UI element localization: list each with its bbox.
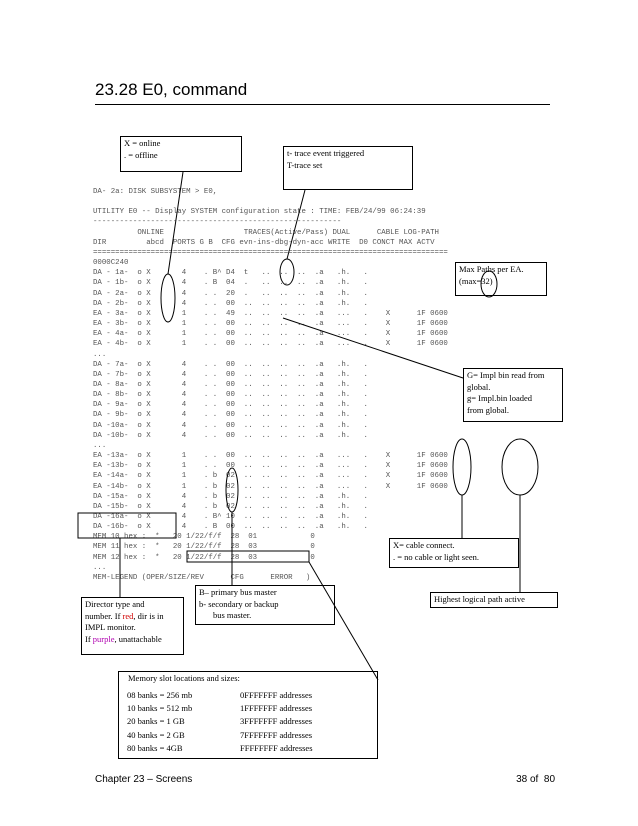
terminal-line: DA - 2a- o X 4 . . 20 . .. .. .. .a .h. .: [93, 289, 368, 298]
memory-banks: 20 banks = 1 GB: [127, 716, 185, 727]
callout-online: [120, 136, 242, 172]
callout-line: global.: [467, 381, 491, 392]
terminal-line: DA- 2a: DISK SUBSYSTEM > E0,: [93, 188, 218, 196]
terminal-line: MEM-LEGEND (OPER/SIZE/REV CFG ERROR ): [93, 573, 311, 582]
memory-row: [127, 702, 313, 715]
terminal-line: DA -15a- o X 4 . b 02 .. .. .. .. .a .h. .: [93, 492, 368, 501]
terminal-line: DA -15b- o X 4 . b 02 .. .. .. .. .a .h. .: [93, 502, 368, 511]
terminal-line: DA -10b- o X 4 . . 00 .. .. .. .. .a .h. .: [93, 431, 368, 440]
terminal-line: ...: [93, 350, 107, 359]
purple-word: purple: [92, 633, 115, 644]
callout-line: X= cable connect.: [393, 540, 455, 550]
terminal-line: ...: [93, 441, 107, 450]
memory-table: [127, 689, 313, 755]
terminal-screen: [93, 187, 448, 583]
memory-banks: 08 banks = 256 mb: [127, 690, 193, 700]
memory-addresses: FFFFFFFF addresses: [240, 742, 313, 753]
terminal-line: DA - 8a- o X 4 . . 00 .. .. .. .. .a .h. .: [93, 380, 368, 389]
callout-line: IMPL monitor.: [85, 622, 136, 632]
terminal-line: EA -14a- o X 1 . b 02 .. .. .. .. .a ... . X 1F 0600: [93, 472, 448, 481]
page-title: 23.28 E0, command: [95, 80, 248, 99]
terminal-line: EA - 4b- o X 1 . . 00 .. .. .. .. .a ... . X 1F 0600: [93, 340, 448, 349]
callout-line: Director type and: [85, 599, 145, 609]
terminal-line: ================================================================================: [93, 248, 448, 257]
callout-line: g= Impl.bin loaded: [467, 393, 532, 403]
memory-row: [127, 689, 313, 702]
terminal-line: EA - 3b- o X 1 . . 00 .. .. .. .. .a ... . X 1F 0600: [93, 320, 448, 329]
terminal-line: DA - 1b- o X 4 . B 04 . .. .. .. .a .h. .: [93, 279, 368, 288]
terminal-line: DA - 7b- o X 4 . . 00 .. .. .. .. .a .h. .: [93, 370, 368, 379]
callout-text: , dir is in: [133, 610, 164, 621]
terminal-line: EA -13b- o X 1 . . 00 .. .. .. .. .a ... . X 1F 0600: [93, 462, 448, 471]
memory-banks: 40 banks = 2 GB: [127, 729, 185, 740]
callout-line: [85, 611, 180, 623]
callout-line: (max=32): [459, 275, 493, 286]
callout-bus: [195, 585, 335, 625]
title-rule: [95, 104, 550, 105]
callout-trace: [283, 146, 413, 190]
footer-left: Chapter 23 – Screens: [95, 774, 193, 785]
callout-line: G= Impl bin read from: [467, 370, 545, 380]
cable-ellipse: [453, 439, 471, 495]
terminal-line: MEM 11 hex : * 20 1/22/f/f 28 03 0: [93, 543, 315, 552]
terminal-line: DA - 9b- o X 4 . . 00 .. .. .. .. .a .h. .: [93, 411, 368, 420]
callout-line: bus master.: [213, 610, 252, 620]
callout-text: number. If: [85, 610, 123, 621]
callout-line: from global.: [467, 404, 510, 415]
terminal-line: EA -14b- o X 1 . b 02 .. .. .. .. .a ... . X 1F 0600: [93, 482, 448, 491]
terminal-line: 0000C240: [93, 259, 129, 268]
callout-director: [81, 597, 184, 655]
terminal-line: DA - 2b- o X 4 . . 00 .. .. .. .. .a .h. .: [93, 299, 368, 308]
callout-line: X = online: [124, 138, 161, 148]
terminal-line: DA -10a- o X 4 . . 00 .. .. .. .. .a .h. .: [93, 421, 368, 430]
red-word: red: [122, 610, 134, 621]
terminal-line: MEM 10 hex : * 20 1/22/f/f 28 01 0: [93, 533, 315, 542]
terminal-line: DA - 1a- o X 4 . B^ D4 t .. .. .. .a .h. .: [93, 269, 368, 278]
memory-row: [127, 715, 313, 728]
memory-banks: 10 banks = 512 mb: [127, 703, 193, 714]
terminal-line: ...: [93, 563, 107, 572]
callout-line: . = offline: [124, 149, 158, 160]
callout-text: , unattachable: [114, 633, 162, 644]
callout-cable: [389, 538, 519, 568]
memory-addresses: 7FFFFFFF addresses: [240, 729, 313, 740]
memory-banks: 80 banks = 4GB: [127, 742, 183, 753]
callout-line: T-trace set: [287, 159, 323, 170]
terminal-line: --------------------------------------------------------: [93, 218, 342, 227]
callout-text: If: [85, 633, 93, 644]
callout-line: B– primary bus master: [199, 587, 277, 597]
terminal-line: MEM 12 hex : * 20 1/22/f/f 28 03 0: [93, 553, 315, 562]
terminal-line: DA - 7a- o X 4 . . 00 .. .. .. .. .a .h. .: [93, 360, 368, 369]
terminal-line: DIR abcd PORTS G B CFG evn-ins-dbg-dyn-acc WRITE D0 CONCT MAX ACTV: [93, 238, 435, 247]
callout-impl: [463, 368, 563, 422]
callout-line: [85, 634, 180, 646]
terminal-line: DA -16a- o X 4 . B^ 10 .. .. .. .. .a .h. .: [93, 513, 368, 521]
callout-line: b- secondary or backup: [199, 598, 279, 609]
memory-addresses: 1FFFFFFF addresses: [240, 703, 313, 714]
memory-addresses: 3FFFFFFF addresses: [240, 716, 313, 727]
terminal-line: ONLINE TRACES(Active/Pass) DUAL CABLE LOG-PATH: [93, 228, 439, 237]
terminal-line: DA - 8b- o X 4 . . 00 .. .. .. .. .a .h. .: [93, 391, 368, 400]
terminal-line: EA -13a- o X 1 . . 00 .. .. .. .. .a ... . X 1F 0600: [93, 452, 448, 461]
logpath-ellipse: [502, 439, 538, 495]
terminal-line: EA - 3a- o X 1 . . 49 .. .. .. .. .a ... . X 1F 0600: [93, 309, 448, 318]
terminal-line: [93, 197, 448, 207]
terminal-line: DA - 9a- o X 4 . . 00 .. .. .. .. .a .h. .: [93, 401, 368, 410]
callout-max-paths: [455, 262, 547, 296]
terminal-line: UTILITY E0 -- Display SYSTEM configuration state : TIME: FEB/24/99 06:24:39: [93, 208, 426, 217]
terminal-line: DA -16b- o X 4 . B 00 .. .. .. .. .a .h. .: [93, 523, 368, 532]
memory-row: [127, 742, 313, 755]
callout-line: . = no cable or light seen.: [393, 551, 479, 562]
callout-line: Max Paths per EA.: [459, 264, 524, 274]
callout-line: t- trace event triggered: [287, 148, 365, 158]
callout-log-path: [430, 592, 558, 608]
callout-line: Highest logical path active: [434, 594, 525, 604]
memory-addresses: 0FFFFFFF addresses: [240, 690, 313, 700]
terminal-line: EA - 4a- o X 1 . . 00 .. .. .. .. .a ... . X 1F 0600: [93, 330, 448, 339]
memory-row: [127, 729, 313, 742]
footer-right: 38 of 80: [516, 774, 555, 785]
callout-line: Memory slot locations and sizes:: [128, 673, 240, 683]
